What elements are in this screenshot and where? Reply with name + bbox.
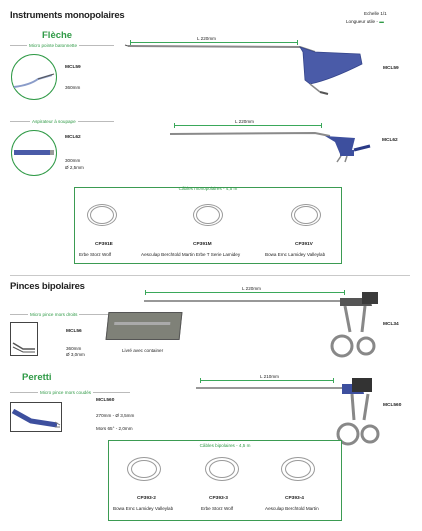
bipolar-title: Pinces bipolaires (10, 281, 85, 292)
bi-cables-title: Câbles bipolaires - 4,5 m (199, 443, 251, 448)
bipolar-dia1: Ø 3,0mm (66, 352, 85, 357)
length-bar-icon: ▬ (379, 19, 384, 24)
peretti-len: 270mm - Ø 3,5mm (96, 413, 135, 418)
mono-cable-brand-1: Erbe Storz Wolf (79, 252, 112, 257)
dimension-line-2 (174, 125, 322, 126)
peretti-code: MCL560 (96, 398, 115, 403)
scale-label: Echelle 1/1 (364, 11, 387, 16)
instrument-code-mcl59: MCL59 (383, 66, 399, 71)
instrument-code-mcl560: MCL560 (383, 403, 402, 408)
fleche-dia2: Ø 2,5mm (65, 165, 84, 170)
bi-cable-code-2: CP393-3 (209, 496, 228, 501)
cable-coil-icon (291, 202, 321, 224)
angled-tip-icon (11, 403, 61, 431)
fleche-len1: 360mm (65, 85, 81, 90)
mono-cable-brand-3: Bowa Emc Lamidey Valleylab (265, 252, 326, 257)
peretti-detail-box (10, 402, 62, 432)
useful-length-label (346, 19, 384, 25)
fleche-code1: MCL59 (65, 65, 81, 70)
fleche-code2: MCL62 (65, 135, 81, 140)
peretti-jaws: Mors 65° - 2,0mm (96, 426, 133, 431)
cable-coil-icon (87, 202, 117, 224)
mono-cables-title: Câbles monopolaires - 4,5 m (178, 186, 238, 191)
bi-cable-brand-1: Bowa Emc Lamidey Valleylab (113, 506, 174, 511)
instrument-code-mcl62: MCL62 (382, 138, 398, 143)
detail-circle-2 (11, 130, 57, 176)
useful-length-text: Longueur utile - (346, 19, 380, 24)
peretti-sub: Micro pince mors coudés (40, 390, 92, 395)
cable-coil-icon (127, 455, 161, 479)
fleche-len2: 300mm (65, 158, 81, 163)
bi-cable-code-1: CP393-2 (137, 496, 156, 501)
bi-cable-code-3: CP393-4 (285, 496, 304, 501)
bipolar-sub1: Micro pince mors droits (30, 312, 78, 317)
bipolar-dim1: L 220mm (242, 286, 261, 291)
fleche-dim1: L 220mm (197, 36, 216, 41)
mono-cable-code-3: CP391V (295, 242, 313, 247)
fleche-sub1: Micro pointe baïonnette (29, 43, 78, 48)
suction-instrument-icon (165, 128, 385, 168)
instrument-code-mcl34: MCL34 (383, 322, 399, 327)
fleche-sub2: Aspirateur à soupape (32, 119, 76, 124)
bi-cable-brand-2: Erbe Storz Wolf (201, 506, 234, 511)
page-title: Instruments monopolaires (10, 10, 125, 21)
bipolar-len1: 360mm (66, 346, 82, 351)
mono-cable-code-1: CP391E (95, 242, 113, 247)
bayonet-instrument-icon (120, 40, 380, 100)
bipolar-forceps-icon (140, 290, 390, 360)
bi-cables-box (108, 440, 342, 521)
cable-coil-icon (193, 202, 223, 224)
straight-tip-icon (11, 323, 37, 355)
cable-coil-icon (281, 455, 315, 479)
fleche-title: Flèche (42, 30, 73, 41)
fleche-dim2: L 220mm (235, 119, 254, 124)
mono-cable-code-2: CP391M (193, 242, 212, 247)
suction-tip-icon (12, 131, 56, 175)
mono-cable-brand-2: Aesculap Berchtold Martin Erbe T Serie Lamidey (141, 252, 241, 257)
detail-circle-1 (11, 54, 57, 100)
bipolar-code1: MCL56 (66, 329, 82, 334)
bayonet-tip-icon (12, 55, 56, 99)
mono-cables-box (74, 187, 342, 264)
peretti-dim: L 210mm (260, 374, 279, 379)
peretti-title: Peretti (22, 372, 52, 383)
bi-cable-brand-3: Aesculap Berchtold Martin (265, 506, 319, 511)
section-divider (10, 275, 410, 276)
bipolar-detail-box (10, 322, 38, 356)
container-label: Livré avec container (122, 348, 164, 353)
cable-coil-icon (205, 455, 239, 479)
